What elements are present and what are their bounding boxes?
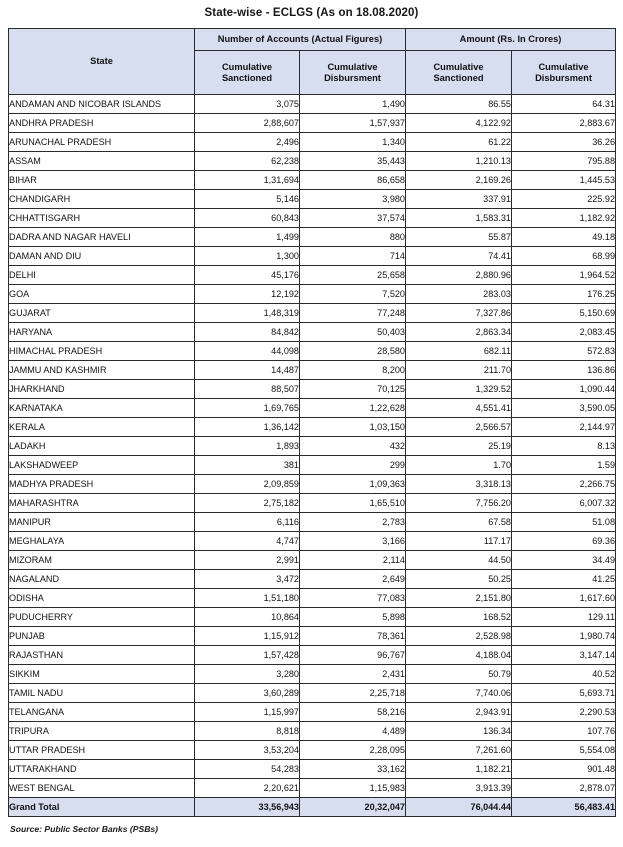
cell-accounts-cumulative-disbursment: 1,22,628 [300, 399, 406, 418]
cell-accounts-cumulative-sanctioned: 381 [195, 456, 300, 475]
column-header-amount-cumulative-sanctioned [406, 51, 512, 95]
cell-accounts-cumulative-disbursment: 1,03,150 [300, 418, 406, 437]
page-title: State-wise - ECLGS (As on 18.08.2020) [204, 7, 419, 19]
table-row [9, 722, 616, 741]
cell-accounts-cumulative-sanctioned: 5,146 [195, 190, 300, 209]
cell-amount-cumulative-sanctioned: 67.58 [406, 513, 512, 532]
cell-amount-cumulative-disbursment: 795.88 [512, 152, 616, 171]
cell-accounts-cumulative-disbursment: 4,489 [300, 722, 406, 741]
cell-accounts-cumulative-disbursment: 35,443 [300, 152, 406, 171]
cell-state-name: GOA [9, 285, 195, 304]
cell-accounts-cumulative-disbursment: 2,783 [300, 513, 406, 532]
cell-amount-cumulative-sanctioned: 3,318.13 [406, 475, 512, 494]
cell-accounts-cumulative-disbursment: 2,649 [300, 570, 406, 589]
cell-accounts-cumulative-disbursment: 8,200 [300, 361, 406, 380]
cell-accounts-cumulative-sanctioned: 2,991 [195, 551, 300, 570]
cell-amount-cumulative-disbursment: 107.76 [512, 722, 616, 741]
cell-amount-cumulative-sanctioned: 3,913.39 [406, 779, 512, 798]
cell-accounts-cumulative-sanctioned: 3,472 [195, 570, 300, 589]
cell-amount-cumulative-sanctioned: 55.87 [406, 228, 512, 247]
table-row [9, 456, 616, 475]
cell-state-name: ASSAM [9, 152, 195, 171]
cell-amount-cumulative-disbursment: 51.08 [512, 513, 616, 532]
cell-amount-cumulative-disbursment: 136.86 [512, 361, 616, 380]
table-row [9, 114, 616, 133]
cell-accounts-cumulative-sanctioned: 3,280 [195, 665, 300, 684]
cell-amount-cumulative-disbursment: 3,590.05 [512, 399, 616, 418]
sub-header-line-cumulative: Cumulative [221, 61, 273, 72]
cell-accounts-cumulative-sanctioned: 84,842 [195, 323, 300, 342]
column-header-state: State [9, 29, 195, 95]
cell-accounts-cumulative-sanctioned: 2,496 [195, 133, 300, 152]
cell-amount-cumulative-sanctioned: 168.52 [406, 608, 512, 627]
cell-amount-cumulative-disbursment: 49.18 [512, 228, 616, 247]
cell-accounts-cumulative-sanctioned: 60,843 [195, 209, 300, 228]
source-note: Source: Public Sector Banks (PSBs) [10, 824, 159, 834]
cell-amount-cumulative-disbursment: 36.26 [512, 133, 616, 152]
cell-accounts-cumulative-sanctioned: 1,499 [195, 228, 300, 247]
cell-amount-cumulative-sanctioned: 1,182.21 [406, 760, 512, 779]
cell-accounts-cumulative-sanctioned: 1,15,912 [195, 627, 300, 646]
cell-accounts-cumulative-sanctioned: 88,507 [195, 380, 300, 399]
cell-accounts-cumulative-disbursment: 1,340 [300, 133, 406, 152]
table-row [9, 152, 616, 171]
cell-amount-cumulative-disbursment: 5,554.08 [512, 741, 616, 760]
cell-accounts-cumulative-sanctioned: 54,283 [195, 760, 300, 779]
cell-accounts-cumulative-sanctioned: 45,176 [195, 266, 300, 285]
cell-accounts-cumulative-sanctioned: 1,31,694 [195, 171, 300, 190]
cell-state-name: SIKKIM [9, 665, 195, 684]
cell-state-name: BIHAR [9, 171, 195, 190]
sub-header-line-cumulative: Cumulative [433, 61, 484, 72]
cell-state-name: ANDHRA PRADESH [9, 114, 195, 133]
cell-amount-cumulative-disbursment: 68.99 [512, 247, 616, 266]
cell-accounts-cumulative-sanctioned: 2,20,621 [195, 779, 300, 798]
cell-accounts-cumulative-disbursment: 58,216 [300, 703, 406, 722]
cell-amount-cumulative-disbursment: 176.25 [512, 285, 616, 304]
table-row [9, 475, 616, 494]
cell-accounts-cumulative-disbursment: 2,28,095 [300, 741, 406, 760]
cell-amount-cumulative-disbursment: 225.92 [512, 190, 616, 209]
table-row [9, 665, 616, 684]
table-row [9, 551, 616, 570]
table-row [9, 285, 616, 304]
cell-accounts-cumulative-sanctioned: 1,57,428 [195, 646, 300, 665]
cell-accounts-cumulative-disbursment: 50,403 [300, 323, 406, 342]
table-row [9, 209, 616, 228]
table-row [9, 247, 616, 266]
cell-amount-cumulative-disbursment: 5,150.69 [512, 304, 616, 323]
cell-accounts-cumulative-sanctioned: 10,864 [195, 608, 300, 627]
cell-state-name: CHHATTISGARH [9, 209, 195, 228]
cell-amount-cumulative-disbursment: 1,964.52 [512, 266, 616, 285]
table-row [9, 399, 616, 418]
sub-header-line-disbursment: Disbursment [324, 72, 381, 83]
grand-total-cell-accounts-cumulative-sanctioned: 33,56,943 [195, 798, 300, 817]
cell-amount-cumulative-sanctioned: 2,151.80 [406, 589, 512, 608]
cell-accounts-cumulative-disbursment: 1,57,937 [300, 114, 406, 133]
cell-accounts-cumulative-disbursment: 86,658 [300, 171, 406, 190]
cell-state-name: MAHARASHTRA [9, 494, 195, 513]
cell-amount-cumulative-disbursment: 2,144.97 [512, 418, 616, 437]
table-row [9, 323, 616, 342]
cell-state-name: TAMIL NADU [9, 684, 195, 703]
cell-amount-cumulative-sanctioned: 7,327.86 [406, 304, 512, 323]
cell-amount-cumulative-disbursment: 5,693.71 [512, 684, 616, 703]
cell-amount-cumulative-sanctioned: 1,583.31 [406, 209, 512, 228]
cell-state-name: MANIPUR [9, 513, 195, 532]
cell-amount-cumulative-disbursment: 3,147.14 [512, 646, 616, 665]
cell-state-name: TRIPURA [9, 722, 195, 741]
header-row-group [9, 29, 616, 51]
cell-amount-cumulative-disbursment: 2,878.07 [512, 779, 616, 798]
cell-state-name: GUJARAT [9, 304, 195, 323]
table-row [9, 380, 616, 399]
cell-accounts-cumulative-disbursment: 1,09,363 [300, 475, 406, 494]
cell-amount-cumulative-sanctioned: 4,188.04 [406, 646, 512, 665]
cell-state-name: DAMAN AND DIU [9, 247, 195, 266]
cell-accounts-cumulative-sanctioned: 1,69,765 [195, 399, 300, 418]
cell-accounts-cumulative-disbursment: 78,361 [300, 627, 406, 646]
cell-amount-cumulative-sanctioned: 44.50 [406, 551, 512, 570]
table-row [9, 437, 616, 456]
cell-amount-cumulative-sanctioned: 117.17 [406, 532, 512, 551]
cell-amount-cumulative-disbursment: 129.11 [512, 608, 616, 627]
cell-accounts-cumulative-disbursment: 3,166 [300, 532, 406, 551]
cell-amount-cumulative-disbursment: 64.31 [512, 95, 616, 114]
cell-amount-cumulative-sanctioned: 74.41 [406, 247, 512, 266]
grand-total-cell-accounts-cumulative-disbursment: 20,32,047 [300, 798, 406, 817]
cell-amount-cumulative-sanctioned: 7,756.20 [406, 494, 512, 513]
cell-state-name: NAGALAND [9, 570, 195, 589]
cell-amount-cumulative-sanctioned: 4,122.92 [406, 114, 512, 133]
table-row [9, 361, 616, 380]
cell-accounts-cumulative-sanctioned: 1,15,997 [195, 703, 300, 722]
cell-state-name: PUNJAB [9, 627, 195, 646]
cell-amount-cumulative-disbursment: 1,090.44 [512, 380, 616, 399]
table-row [9, 266, 616, 285]
cell-accounts-cumulative-sanctioned: 2,09,859 [195, 475, 300, 494]
cell-accounts-cumulative-disbursment: 1,490 [300, 95, 406, 114]
cell-accounts-cumulative-disbursment: 25,658 [300, 266, 406, 285]
cell-accounts-cumulative-sanctioned: 62,238 [195, 152, 300, 171]
cell-state-name: PUDUCHERRY [9, 608, 195, 627]
cell-accounts-cumulative-sanctioned: 1,300 [195, 247, 300, 266]
cell-accounts-cumulative-disbursment: 33,162 [300, 760, 406, 779]
cell-state-name: HARYANA [9, 323, 195, 342]
cell-accounts-cumulative-disbursment: 77,248 [300, 304, 406, 323]
table-row [9, 304, 616, 323]
cell-amount-cumulative-disbursment: 572.83 [512, 342, 616, 361]
cell-amount-cumulative-sanctioned: 1.70 [406, 456, 512, 475]
table-header [9, 29, 616, 95]
cell-accounts-cumulative-sanctioned: 1,51,180 [195, 589, 300, 608]
table-row [9, 418, 616, 437]
cell-amount-cumulative-sanctioned: 50.79 [406, 665, 512, 684]
cell-accounts-cumulative-disbursment: 432 [300, 437, 406, 456]
cell-accounts-cumulative-disbursment: 1,65,510 [300, 494, 406, 513]
table-row [9, 627, 616, 646]
cell-amount-cumulative-sanctioned: 2,169.26 [406, 171, 512, 190]
cell-state-name: HIMACHAL PRADESH [9, 342, 195, 361]
cell-accounts-cumulative-sanctioned: 12,192 [195, 285, 300, 304]
cell-state-name: DELHI [9, 266, 195, 285]
grand-total-cell-state-name: Grand Total [9, 798, 195, 817]
cell-amount-cumulative-sanctioned: 2,566.57 [406, 418, 512, 437]
cell-accounts-cumulative-sanctioned: 6,116 [195, 513, 300, 532]
cell-accounts-cumulative-disbursment: 77,083 [300, 589, 406, 608]
cell-amount-cumulative-disbursment: 2,266.75 [512, 475, 616, 494]
eclgs-state-wise-table [8, 28, 616, 817]
cell-amount-cumulative-sanctioned: 4,551.41 [406, 399, 512, 418]
table-row [9, 532, 616, 551]
cell-accounts-cumulative-disbursment: 714 [300, 247, 406, 266]
cell-state-name: KARNATAKA [9, 399, 195, 418]
cell-state-name: TELANGANA [9, 703, 195, 722]
table-row [9, 133, 616, 152]
table-row [9, 171, 616, 190]
grand-total-cell-amount-cumulative-sanctioned: 76,044.44 [406, 798, 512, 817]
table-row [9, 570, 616, 589]
table-row [9, 95, 616, 114]
cell-state-name: ODISHA [9, 589, 195, 608]
cell-amount-cumulative-disbursment: 2,290.53 [512, 703, 616, 722]
table-row [9, 228, 616, 247]
cell-amount-cumulative-sanctioned: 337.91 [406, 190, 512, 209]
table-row [9, 646, 616, 665]
cell-state-name: JHARKHAND [9, 380, 195, 399]
cell-accounts-cumulative-disbursment: 37,574 [300, 209, 406, 228]
column-header-accounts-cumulative-sanctioned [195, 51, 300, 95]
cell-accounts-cumulative-sanctioned: 3,075 [195, 95, 300, 114]
cell-accounts-cumulative-disbursment: 70,125 [300, 380, 406, 399]
cell-state-name: KERALA [9, 418, 195, 437]
cell-amount-cumulative-sanctioned: 2,863.34 [406, 323, 512, 342]
table-row [9, 760, 616, 779]
cell-amount-cumulative-disbursment: 34.49 [512, 551, 616, 570]
table-row [9, 494, 616, 513]
cell-accounts-cumulative-sanctioned: 4,747 [195, 532, 300, 551]
cell-amount-cumulative-sanctioned: 1,329.52 [406, 380, 512, 399]
cell-state-name: MEGHALAYA [9, 532, 195, 551]
cell-accounts-cumulative-disbursment: 7,520 [300, 285, 406, 304]
cell-state-name: ANDAMAN AND NICOBAR ISLANDS [9, 95, 195, 114]
table-row [9, 513, 616, 532]
cell-state-name: ARUNACHAL PRADESH [9, 133, 195, 152]
cell-state-name: MADHYA PRADESH [9, 475, 195, 494]
cell-amount-cumulative-disbursment: 6,007.32 [512, 494, 616, 513]
cell-amount-cumulative-disbursment: 1,617.60 [512, 589, 616, 608]
cell-amount-cumulative-sanctioned: 682.11 [406, 342, 512, 361]
cell-amount-cumulative-disbursment: 2,083.45 [512, 323, 616, 342]
cell-amount-cumulative-sanctioned: 86.55 [406, 95, 512, 114]
table-row [9, 342, 616, 361]
cell-state-name: JAMMU AND KASHMIR [9, 361, 195, 380]
cell-amount-cumulative-sanctioned: 50.25 [406, 570, 512, 589]
cell-accounts-cumulative-disbursment: 28,580 [300, 342, 406, 361]
cell-amount-cumulative-sanctioned: 283.03 [406, 285, 512, 304]
cell-accounts-cumulative-disbursment: 1,15,983 [300, 779, 406, 798]
cell-amount-cumulative-sanctioned: 2,528.98 [406, 627, 512, 646]
table-body [9, 95, 616, 817]
cell-amount-cumulative-sanctioned: 136.34 [406, 722, 512, 741]
table-row [9, 741, 616, 760]
cell-accounts-cumulative-disbursment: 880 [300, 228, 406, 247]
cell-amount-cumulative-disbursment: 1,980.74 [512, 627, 616, 646]
cell-state-name: CHANDIGARH [9, 190, 195, 209]
cell-amount-cumulative-disbursment: 1,445.53 [512, 171, 616, 190]
cell-state-name: UTTARAKHAND [9, 760, 195, 779]
cell-accounts-cumulative-sanctioned: 44,098 [195, 342, 300, 361]
table-row [9, 608, 616, 627]
cell-accounts-cumulative-disbursment: 2,114 [300, 551, 406, 570]
cell-accounts-cumulative-disbursment: 299 [300, 456, 406, 475]
cell-amount-cumulative-disbursment: 901.48 [512, 760, 616, 779]
sub-header-line-cumulative: Cumulative [538, 61, 589, 72]
cell-amount-cumulative-disbursment: 8.13 [512, 437, 616, 456]
cell-amount-cumulative-disbursment: 1.59 [512, 456, 616, 475]
table-row [9, 703, 616, 722]
cell-amount-cumulative-disbursment: 1,182.92 [512, 209, 616, 228]
cell-amount-cumulative-sanctioned: 1,210.13 [406, 152, 512, 171]
cell-amount-cumulative-sanctioned: 2,880.96 [406, 266, 512, 285]
column-header-accounts-cumulative-disbursment [300, 51, 406, 95]
cell-accounts-cumulative-disbursment: 2,25,718 [300, 684, 406, 703]
cell-state-name: LADAKH [9, 437, 195, 456]
grand-total-cell-amount-cumulative-disbursment: 56,483.41 [512, 798, 616, 817]
table-row [9, 190, 616, 209]
cell-accounts-cumulative-sanctioned: 14,487 [195, 361, 300, 380]
cell-amount-cumulative-sanctioned: 2,943.91 [406, 703, 512, 722]
cell-amount-cumulative-disbursment: 41.25 [512, 570, 616, 589]
cell-accounts-cumulative-disbursment: 5,898 [300, 608, 406, 627]
cell-amount-cumulative-disbursment: 2,883.67 [512, 114, 616, 133]
cell-state-name: MIZORAM [9, 551, 195, 570]
cell-accounts-cumulative-sanctioned: 3,53,204 [195, 741, 300, 760]
column-header-amount-cumulative-disbursment [512, 51, 616, 95]
cell-accounts-cumulative-sanctioned: 1,48,319 [195, 304, 300, 323]
sub-header-line-sanctioned: Sanctioned [433, 72, 484, 83]
cell-amount-cumulative-sanctioned: 25.19 [406, 437, 512, 456]
cell-accounts-cumulative-disbursment: 2,431 [300, 665, 406, 684]
cell-state-name: RAJASTHAN [9, 646, 195, 665]
cell-amount-cumulative-sanctioned: 61.22 [406, 133, 512, 152]
sub-header-line-disbursment: Disbursment [535, 72, 592, 83]
sub-header-line-cumulative: Cumulative [327, 61, 378, 72]
cell-accounts-cumulative-disbursment: 96,767 [300, 646, 406, 665]
column-group-header-amount: Amount (Rs. In Crores) [406, 29, 616, 51]
cell-amount-cumulative-sanctioned: 7,740.06 [406, 684, 512, 703]
grand-total-row [9, 798, 616, 817]
cell-accounts-cumulative-disbursment: 3,980 [300, 190, 406, 209]
table-row [9, 779, 616, 798]
table-row [9, 589, 616, 608]
cell-accounts-cumulative-sanctioned: 8,818 [195, 722, 300, 741]
cell-amount-cumulative-sanctioned: 7,261.60 [406, 741, 512, 760]
cell-accounts-cumulative-sanctioned: 2,75,182 [195, 494, 300, 513]
cell-amount-cumulative-disbursment: 69.36 [512, 532, 616, 551]
cell-accounts-cumulative-sanctioned: 2,88,607 [195, 114, 300, 133]
table-row [9, 684, 616, 703]
table-container [8, 28, 615, 817]
cell-accounts-cumulative-sanctioned: 1,893 [195, 437, 300, 456]
cell-state-name: LAKSHADWEEP [9, 456, 195, 475]
sub-header-line-sanctioned: Sanctioned [221, 72, 273, 83]
cell-amount-cumulative-disbursment: 40.52 [512, 665, 616, 684]
cell-state-name: UTTAR PRADESH [9, 741, 195, 760]
cell-state-name: DADRA AND NAGAR HAVELI [9, 228, 195, 247]
cell-amount-cumulative-sanctioned: 211.70 [406, 361, 512, 380]
cell-accounts-cumulative-sanctioned: 3,60,289 [195, 684, 300, 703]
cell-state-name: WEST BENGAL [9, 779, 195, 798]
column-group-header-number-of-accounts: Number of Accounts (Actual Figures) [195, 29, 406, 51]
cell-accounts-cumulative-sanctioned: 1,36,142 [195, 418, 300, 437]
